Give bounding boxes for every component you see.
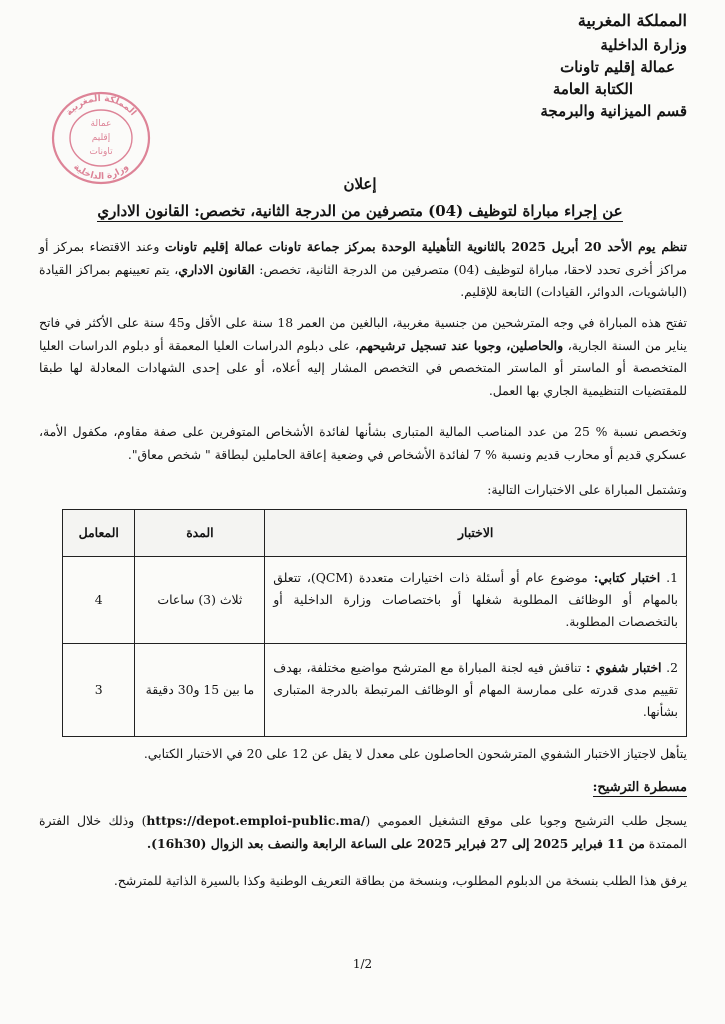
exam-duration: ثلاث (3) ساعات (135, 557, 265, 644)
registration-paragraph (39, 810, 687, 855)
registration-period: من 11 فبراير 2025 إلى 27 فبراير 2025 على الساعة الرابعة والنصف بعد الزوال (16h30). (146, 835, 645, 851)
exam-name: اختبار شفوي : (585, 660, 662, 675)
division-line: قسم الميزانية والبرمجة (540, 102, 687, 120)
exam-name: اختبار كتابي: (593, 570, 661, 585)
exam-number: 1. (666, 570, 678, 585)
exam-desc: موضوع عام أو أسئلة ذات اختيارات متعددة (QCM)، تتعلق بالمهام أو الوظائف المطلوبة شغلها أو باختصاصات وزارة الداخلية أو بالتخصصات المطلوبة. (273, 570, 678, 629)
secretariat-line: الكتابة العامة (552, 80, 633, 98)
registration-text-1: يسجل طلب الترشيح وجوبا على موقع التشغيل العمومي ( (365, 813, 687, 828)
header-coefficient: المعامل (63, 510, 135, 557)
application-procedure-heading (593, 780, 687, 795)
eligibility-bold: والحاصلين، وجوبا عند تسجيل ترشيحهم (359, 337, 564, 353)
letterhead (447, 10, 687, 122)
exam-date-location: تنظم يوم الأحد 20 أبريل 2025 بالثانوية التأهيلية الوحدة بمركز جماعة تاونات عمالة إقليم تاونات (164, 239, 687, 254)
eligibility-text-2: ، على دبلوم الدراسات العليا المعمقة أو دبلوم الدراسات العليا المتخصصة أو الماستر أو الماستر المتخصص في التخصص المشار إليه أعلاه، أو على إحدى الشهادات المعادلة لها طبقا للمقتضيات التنظيمية الجاري بها العمل. (39, 337, 687, 398)
svg-text:إقليم: إقليم (91, 133, 111, 143)
exam-description (265, 557, 687, 644)
exam-coefficient: 4 (63, 557, 135, 644)
kingdom-line: المملكة المغربية (577, 11, 687, 30)
registration-text-2: ) وذلك خلال الفترة الممتدة (39, 813, 687, 851)
exam-duration: ما بين 15 و30 دقيقة (135, 644, 265, 737)
svg-text:تاونات: تاونات (89, 147, 113, 157)
official-stamp-icon (48, 88, 154, 188)
exams-intro: وتشتمل المباراة على الاختبارات التالية: (487, 482, 687, 497)
qualification-paragraph: يتأهل لاجتياز الاختبار الشفوي المترشحون الحاصلون على معدل لا يقل عن 12 على 20 في الاختبار الكتابي. (143, 746, 687, 761)
intro-text-2: ، يتم تعيينهم بمراكز القيادة (الباشويات، الدوائر، القيادات) التابعة للإقليم. (39, 261, 687, 299)
exam-desc: تناقش فيه لجنة المباراة مع المترشح مواضيع مختلفة، بهدف تقييم مدى قدرته على ممارسة المهام أو الوظائف المرتبطة بالدرجة المتبارى بشأنها. (273, 660, 678, 719)
announcement-subtitle (30, 202, 690, 220)
exam-coefficient: 3 (63, 644, 135, 737)
table-row (63, 557, 687, 644)
quota-paragraph: وتخصص نسبة % 25 من عدد المناصب المالية المتبارى بشأنها لفائدة الأشخاص المتوفرين على صفة مقاوم، مكفول الأمة، عسكري قديم أو محارب قديم ونسبة % 7 لفائدة الأشخاص في وضعية إعاقة الحاملين لبطاقة " شخص معاق". (39, 424, 687, 462)
attachments-paragraph: يرفق هذا الطلب بنسخة من الدبلوم المطلوب، وبنسخة من بطاقة التعريف الوطنية وكذا بالسيرة الذاتية للمترشح. (113, 873, 687, 888)
header-exam: الاختبار (265, 510, 687, 557)
exam-description (265, 644, 687, 737)
eligibility-paragraph (39, 312, 687, 402)
province-line: عمالة إقليم تاونات (560, 58, 675, 76)
table-header-row (63, 510, 687, 557)
exams-table (62, 509, 687, 737)
eligibility-text-1: تفتح هذه المباراة في وجه المترشحين من جنسية مغربية، البالغين من العمر 18 سنة على الأقل و45 سنة على الأكثر في فاتح يناير من السنة الجارية، (39, 315, 687, 353)
ministry-line: وزارة الداخلية (600, 36, 687, 54)
exam-number: 2. (666, 660, 678, 675)
announcement-title: إعلان (343, 175, 377, 193)
svg-text:عمالة: عمالة (90, 119, 112, 129)
application-procedure-heading-text: مسطرة الترشيح: (592, 780, 687, 795)
specialty-name: القانون الاداري (178, 261, 255, 277)
announcement-subtitle-text: عن إجراء مباراة لتوظيف (04) متصرفين من الدرجة الثانية، تخصص: القانون الاداري (97, 202, 623, 220)
registration-link[interactable]: https://depot.emploi-public.ma/ (146, 813, 366, 828)
header-duration: المدة (135, 510, 265, 557)
table-row (63, 644, 687, 737)
svg-text:المملكة المغربية: المملكة المغربية (64, 93, 138, 118)
intro-paragraph (39, 236, 687, 304)
svg-text:وزارة الداخلية: وزارة الداخلية (71, 162, 131, 183)
page-number: 1/2 (352, 957, 373, 971)
intro-text-1: وعند الاقتضاء بمركز أو مراكز أخرى تحدد لاحقا، مباراة لتوظيف (04) متصرفين من الدرجة الثانية، تخصص: (39, 239, 687, 277)
